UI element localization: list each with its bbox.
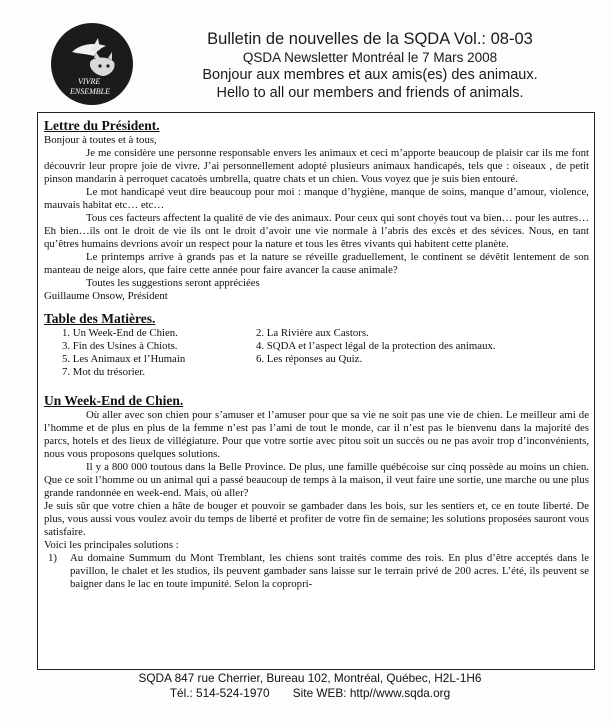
toc-item: 6. Les réponses au Quiz.	[256, 353, 363, 365]
toc-left-column	[62, 327, 185, 379]
solution-list-item	[44, 552, 589, 591]
footer-phone: Tél.: 514-524-1970	[169, 686, 270, 700]
president-paragraph: Tous ces facteurs affectent la qualité de vie des animaux. Pour ceux qui sont choyés tout va bien… pour les autres…Eh bien…ils ont le droit de vie ils ont le droit d’avoir une vie normale à l’abris des excès et des sévices. Nous, en tant qu’êtres humains devrions avoir un respect pour la nature et tous les êtres vivants qui habitent cette planète.	[44, 212, 589, 250]
president-section-title: Lettre du Président.	[44, 118, 160, 133]
sqda-logo	[50, 22, 134, 106]
toc-right-column	[256, 327, 496, 366]
header-date: QSDA Newsletter Montréal le 7 Mars 2008	[242, 50, 498, 65]
weekend-paragraph: Il y a 800 000 toutous dans la Belle Province. De plus, une famille québécoise sur cinq possède au moins un chien. Que ce soit l’homme ou un animal qui a passé beaucoup de temps à la maison, il veut faire une sortie, une marche ou une plus grande randonnée en week-end. Mais, où aller?	[44, 461, 589, 499]
header-greeting-en: Hello to all our members and friends of animals.	[216, 85, 524, 101]
newsletter-header	[150, 30, 590, 102]
header-title: Bulletin de nouvelles de la SQDA Vol.: 08-03	[207, 30, 533, 48]
toc-section-title: Table des Matières.	[44, 311, 156, 326]
toc-item: 1. Un Week-End de Chien.	[62, 327, 178, 339]
toc-item: 3. Fin des Usines à Chiots.	[62, 340, 178, 352]
toc-item: 5. Les Animaux et l’Humain	[62, 353, 186, 365]
footer-website[interactable]: Site WEB: http//www.sqda.org	[292, 686, 451, 700]
list-item-number: 1)	[48, 552, 57, 564]
president-paragraph: Le printemps arrive à grands pas et la nature se réveille graduellement, le continent se dévêtit lentement de son manteau de neige alors, que faire cette année pour faire avancer la cause animale?	[44, 251, 589, 276]
weekend-paragraph: Où aller avec son chien pour s’amuser et l’amuser pour que sa vie ne soit pas une vie de chien. Le meilleur ami de l’homme et de plus en plus de la femme n’est pas l’ami de tout le monde, car il n’est pas le bienvenu dans la majorité des parcs, hotels et des lieux de villégiature. Pour que votre sortie avec pitou soit un succès ou ne pas avoir trop d’inconvénients, nous vous proposons quelques solutions.	[44, 409, 589, 460]
table-of-contents	[62, 327, 589, 393]
president-paragraph: Le mot handicapé veut dire beaucoup pour moi : manque d’hygiène, manque de soins, manque d’amour, violence, mauvais habitat etc… etc…	[44, 186, 589, 211]
president-greeting: Bonjour à toutes et à tous,	[44, 134, 157, 146]
president-paragraph: Je me considère une personne responsable envers les animaux et ceci m’apporte beaucoup de plaisir car ils me font découvrir leur propre joie de vivre. J’ai personnellement adopté plusieurs animaux handicapés, tels que : oiseaux , de petit pinson mandarin à perroquet cacatoès umbrella, quatre chats et un chien. Vous voyez que je suis bien entouré.	[44, 147, 589, 185]
toc-item: 7. Mot du trésorier.	[62, 366, 146, 378]
president-paragraph: Toutes les suggestions seront appréciées	[86, 277, 260, 289]
logo-text-top: VIVRE	[78, 77, 101, 86]
list-item-text: Au domaine Summum du Mont Tremblant, les chiens sont traités comme des rois. En plus d’être acceptés dans le pavillon, le chalet et les studios, ils peuvent gambader sans laisse sur le terrain privé de 200 acres. L’été, ils peuvent se baigner dans le lac en toute impunité. Selon la copropri-	[70, 552, 589, 590]
newsletter-footer	[100, 671, 520, 701]
weekend-paragraph: Je suis sûr que votre chien a hâte de bouger et pouvoir se gambader dans les bois, sur les sentiers et, ce en toute liberté. De plus, vous aussi vous voulez avoir du temps de liberté et profiter de votre fin de semaine; les solutions proposées sauront vous satisfaire.	[44, 500, 589, 538]
weekend-section-title: Un Week-End de Chien.	[44, 393, 184, 408]
footer-address: SQDA 847 rue Cherrier, Bureau 102, Montréal, Québec, H2L-1H6	[138, 671, 482, 685]
toc-item: 2. La Rivière aux Castors.	[256, 327, 369, 339]
weekend-paragraph: Voici les principales solutions :	[44, 539, 179, 551]
president-signature: Guillaume Onsow, Président	[44, 290, 168, 302]
logo-text-bottom: ENSEMBLE	[70, 87, 110, 96]
content-body	[44, 118, 589, 591]
header-greeting-fr: Bonjour aux membres et aux amis(es) des animaux.	[202, 67, 538, 83]
toc-item: 4. SQDA et l’aspect légal de la protection des animaux.	[256, 340, 496, 352]
